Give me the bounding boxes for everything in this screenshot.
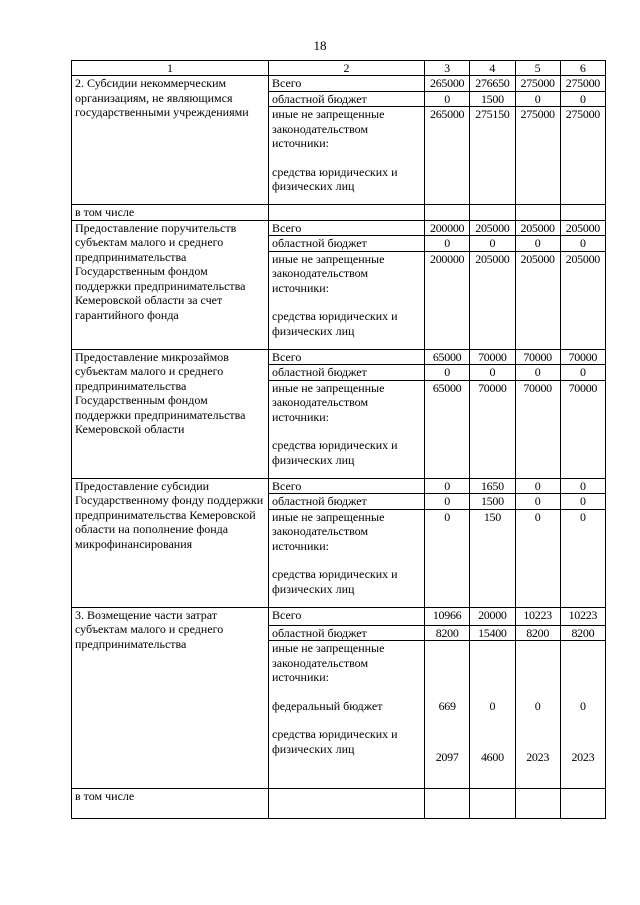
table-row <box>72 349 606 365</box>
cell-value: 0 <box>489 699 496 713</box>
cell-value: 8200 <box>425 625 470 641</box>
cell-value: 205000 <box>470 220 515 236</box>
cell-value: 10966 <box>425 607 470 625</box>
row-label: средства юридических и физических лиц <box>272 727 398 756</box>
row-label-group <box>269 641 425 789</box>
cell-value: 2097 <box>435 749 459 764</box>
row-label: средства юридических и физических лиц <box>272 438 398 467</box>
cell-value: 8200 <box>560 625 605 641</box>
cell-value: 65000 <box>425 380 470 478</box>
including-label: в том числе <box>72 789 269 819</box>
row-label-group <box>269 380 425 478</box>
cell-value: 4600 <box>480 749 504 764</box>
row-label-group <box>269 251 425 349</box>
row-label: областной бюджет <box>269 236 425 252</box>
cell-value: 0 <box>580 699 586 713</box>
cell-value: 275150 <box>470 107 515 205</box>
row-label: средства юридических и физических лиц <box>272 309 398 338</box>
row-label: Всего <box>269 220 425 236</box>
cell-value: 0 <box>560 478 605 494</box>
table-row <box>72 789 606 819</box>
table-row <box>72 607 606 625</box>
row-label-group <box>269 107 425 205</box>
cell-value: 276650 <box>470 76 515 92</box>
cell-value: 205000 <box>470 251 515 349</box>
row-label: Всего <box>269 478 425 494</box>
cell-value: 0 <box>425 236 470 252</box>
cell-value-group <box>515 641 560 789</box>
cell-value: 0 <box>515 494 560 510</box>
cell-value: 2023 <box>571 749 595 764</box>
including-label: в том числе <box>72 205 269 221</box>
cell-value: 275000 <box>515 107 560 205</box>
column-header-row <box>72 61 606 76</box>
cell-value: 8200 <box>515 625 560 641</box>
cell-value-group <box>470 641 515 789</box>
cell-value: 275000 <box>560 107 605 205</box>
cell-value: 0 <box>515 91 560 107</box>
cell-value: 70000 <box>470 380 515 478</box>
cell-value: 70000 <box>560 349 605 365</box>
row-label: средства юридических и физических лиц <box>272 164 398 193</box>
cell-value: 205000 <box>515 251 560 349</box>
row-label: Всего <box>269 607 425 625</box>
section-name: 3. Возмещение части затрат субъектам малого и среднего предпринимательства <box>72 607 269 789</box>
cell-value: 1650 <box>470 478 515 494</box>
section-name: Предоставление микрозаймов субъектам малого и среднего предпринимательства Государственным фондом поддержки предпринимательства Кемеровской области <box>72 349 269 478</box>
cell-value: 10223 <box>515 607 560 625</box>
cell-value: 275000 <box>560 76 605 92</box>
funding-table <box>71 60 606 819</box>
page-number: 18 <box>313 38 327 53</box>
row-label: иные не запрещенные законодательством источники: <box>272 380 385 424</box>
table-row <box>72 478 606 494</box>
cell-value: 0 <box>560 91 605 107</box>
row-label: областной бюджет <box>269 91 425 107</box>
cell-value: 275000 <box>515 76 560 92</box>
cell-value-group <box>425 641 470 789</box>
table-row <box>72 76 606 92</box>
cell-value: 0 <box>560 365 605 381</box>
section-name: 2. Субсидии некоммерческим организациям, не являющимся государственными учреждениями <box>72 76 269 205</box>
cell-value: 0 <box>515 509 560 607</box>
cell-value: 70000 <box>470 349 515 365</box>
row-label-group <box>269 509 425 607</box>
row-label: областной бюджет <box>269 625 425 641</box>
cell-value: 0 <box>515 478 560 494</box>
row-label: иные не запрещенные законодательством источники: <box>272 251 385 295</box>
row-label: иные не запрещенные законодательством источники: <box>272 107 385 150</box>
cell-value: 1500 <box>470 91 515 107</box>
cell-value: 70000 <box>560 380 605 478</box>
cell-value: 70000 <box>515 380 560 478</box>
row-label: Всего <box>269 349 425 365</box>
cell-value: 2023 <box>526 749 550 764</box>
cell-value: 265000 <box>425 107 470 205</box>
cell-value: 0 <box>515 365 560 381</box>
section-name: Предоставление субсидии Государственному фонду поддержки предпринимательства Кемеровской области на пополнение фонда микрофинансирования <box>72 478 269 607</box>
cell-value: 20000 <box>470 607 515 625</box>
cell-value: 200000 <box>425 220 470 236</box>
row-label: Всего <box>269 76 425 92</box>
column-header: 6 <box>560 61 605 76</box>
cell-value: 15400 <box>470 625 515 641</box>
cell-value: 1500 <box>470 494 515 510</box>
column-header: 4 <box>470 61 515 76</box>
cell-value-group <box>560 641 605 789</box>
table-row <box>72 220 606 236</box>
cell-value: 0 <box>560 494 605 510</box>
column-header: 1 <box>72 61 269 76</box>
cell-value: 265000 <box>425 76 470 92</box>
cell-value: 0 <box>560 236 605 252</box>
row-label: иные не запрещенные законодательством источники: <box>272 641 385 684</box>
cell-value: 205000 <box>560 251 605 349</box>
cell-value: 0 <box>425 91 470 107</box>
row-label: федеральный бюджет <box>272 698 383 713</box>
cell-value: 65000 <box>425 349 470 365</box>
cell-value: 70000 <box>515 349 560 365</box>
cell-value: 0 <box>425 494 470 510</box>
column-header: 5 <box>515 61 560 76</box>
row-label: средства юридических и физических лиц <box>272 567 398 596</box>
table-row <box>72 205 606 221</box>
cell-value: 0 <box>470 365 515 381</box>
column-header: 3 <box>425 61 470 76</box>
row-label: иные не запрещенные законодательством источники: <box>272 509 385 553</box>
cell-value: 0 <box>515 236 560 252</box>
cell-value: 669 <box>438 699 456 713</box>
cell-value: 0 <box>425 478 470 494</box>
cell-value: 0 <box>560 509 605 607</box>
column-header: 2 <box>269 61 425 76</box>
cell-value: 150 <box>470 509 515 607</box>
cell-value: 200000 <box>425 251 470 349</box>
section-name: Предоставление поручительств субъектам малого и среднего предпринимательства Государственным фондом поддержки предпринимательства Кемеровской области за счет гарантийного фонда <box>72 220 269 349</box>
cell-value: 10223 <box>560 607 605 625</box>
cell-value: 0 <box>470 236 515 252</box>
row-label: областной бюджет <box>269 365 425 381</box>
cell-value: 0 <box>425 365 470 381</box>
cell-value: 205000 <box>560 220 605 236</box>
cell-value: 0 <box>425 509 470 607</box>
row-label: областной бюджет <box>269 494 425 510</box>
cell-value: 205000 <box>515 220 560 236</box>
cell-value: 0 <box>534 699 541 713</box>
